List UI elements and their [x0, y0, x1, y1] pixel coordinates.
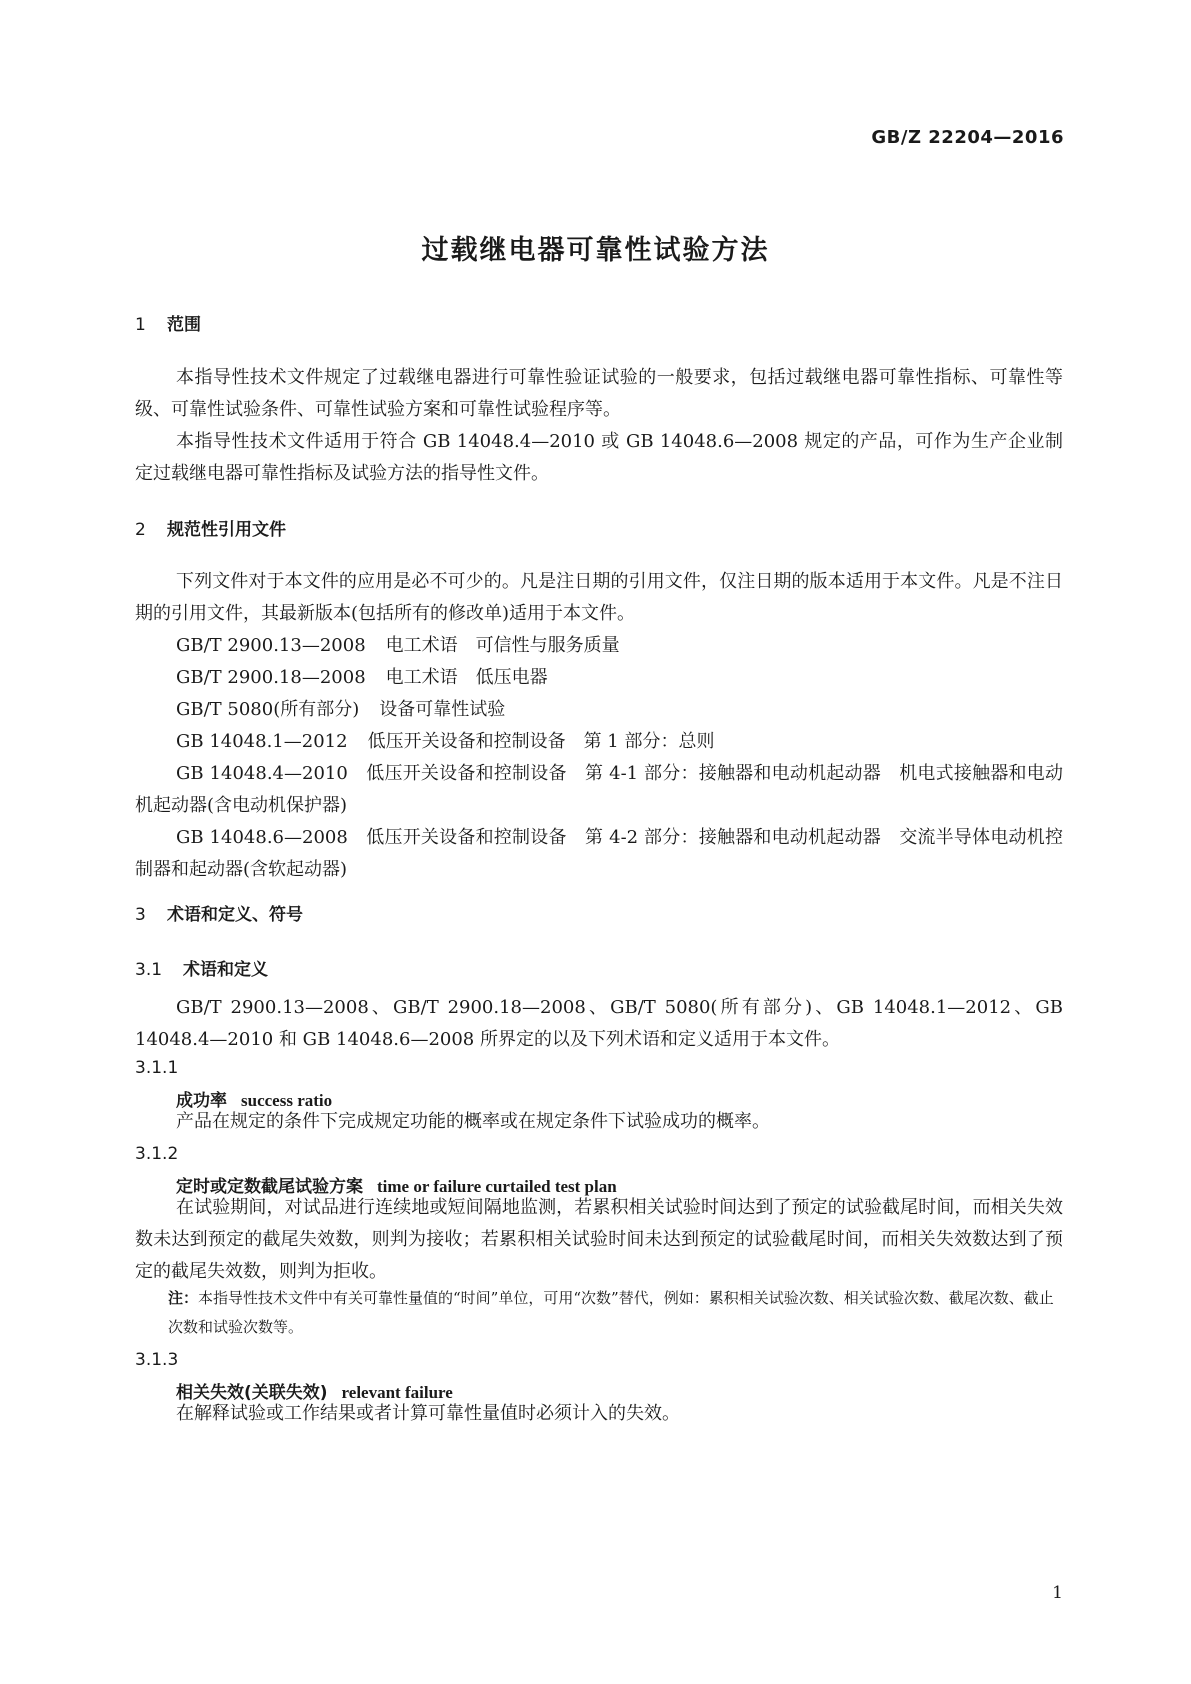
- section-1-paragraph-1: 本指导性技术文件规定了过载继电器进行可靠性验证试验的一般要求，包括过载继电器可靠性指标、可靠性等级、可靠性试验条件、可靠性试验方案和可靠性试验程序等。: [135, 367, 1063, 420]
- reference-item: [176, 726, 714, 758]
- reference-item-long: GB 14048.4—2010 低压开关设备和控制设备 第 4-1 部分：接触器和电动机起动器 机电式接触器和电动机起动器(含电动机保护器): [135, 763, 1063, 816]
- term-english: relevant failure: [341, 1383, 453, 1402]
- term-chinese: 定时或定数截尾试验方案: [176, 1177, 363, 1197]
- page-number: 1: [1052, 1583, 1063, 1603]
- section-title: 范围: [167, 315, 201, 335]
- term-number: 3.1.2: [135, 1144, 179, 1164]
- reference-title: 电工术语 可信性与服务质量: [385, 635, 620, 656]
- section-title: 规范性引用文件: [167, 520, 286, 540]
- reference-code: GB/T 2900.18—2008: [176, 667, 366, 688]
- term-note: [168, 1284, 1063, 1342]
- reference-item-long: GB 14048.6—2008 低压开关设备和控制设备 第 4-2 部分：接触器和电动机起动器 交流半导体电动机控制器和起动器(含软起动器): [135, 827, 1063, 880]
- term-english: time or failure curtailed test plan: [377, 1177, 617, 1196]
- term-definition: 产品在规定的条件下完成规定功能的概率或在规定条件下试验成功的概率。: [176, 1111, 770, 1132]
- reference-title: 低压开关设备和控制设备 第 1 部分：总则: [367, 731, 715, 752]
- reference-code: GB/T 2900.13—2008: [176, 635, 366, 656]
- reference-item: [176, 662, 548, 694]
- reference-code: GB/T 5080(所有部分): [176, 699, 360, 720]
- section-number: 2: [135, 520, 146, 540]
- section-title: 术语和定义、符号: [167, 905, 303, 925]
- reference-title: 电工术语 低压电器: [385, 667, 548, 688]
- term-definition: 在解释试验或工作结果或者计算可靠性量值时必须计入的失效。: [176, 1403, 680, 1424]
- note-label: 注：: [168, 1289, 199, 1307]
- term-number: 3.1.3: [135, 1350, 179, 1370]
- section-1-paragraph-2: 本指导性技术文件适用于符合 GB 14048.4—2010 或 GB 14048.6—2008 规定的产品，可作为生产企业制定过载继电器可靠性指标及试验方法的指导性文件。: [135, 431, 1063, 484]
- document-title: 过载继电器可靠性试验方法: [421, 235, 770, 266]
- section-3-heading: [135, 900, 303, 925]
- subsection-number: 3.1: [135, 960, 163, 980]
- subsection-title: 术语和定义: [183, 960, 268, 980]
- subsection-3-1-intro: GB/T 2900.13—2008、GB/T 2900.18—2008、GB/T 5080(所有部分)、GB 14048.1—2012、GB 14048.4—2010 和 GB 14048.6—2008 所界定的以及下列术语和定义适用于本文件。: [135, 997, 1063, 1050]
- reference-item: [176, 694, 505, 726]
- section-number: 1: [135, 315, 146, 335]
- section-number: 3: [135, 905, 146, 925]
- reference-item: [176, 630, 620, 662]
- note-text: 本指导性技术文件中有关可靠性量值的“时间”单位，可用“次数”替代，例如：累积相关试验次数、相关试验次数、截尾次数、截止次数和试验次数等。: [168, 1289, 1054, 1336]
- term-number: 3.1.1: [135, 1058, 179, 1078]
- section-1-heading: [135, 310, 201, 335]
- standard-code: GB/Z 22204—2016: [871, 127, 1064, 148]
- section-2-intro: 下列文件对于本文件的应用是必不可少的。凡是注日期的引用文件，仅注日期的版本适用于本文件。凡是不注日期的引用文件，其最新版本(包括所有的修改单)适用于本文件。: [135, 571, 1063, 624]
- term-chinese: 相关失效(关联失效): [176, 1383, 328, 1403]
- subsection-3-1-heading: [135, 955, 268, 980]
- term-english: success ratio: [241, 1091, 333, 1110]
- term-chinese: 成功率: [176, 1091, 227, 1111]
- section-2-heading: [135, 515, 286, 540]
- term-definition: 在试验期间，对试品进行连续地或短间隔地监测，若累积相关试验时间达到了预定的试验截尾时间，而相关失效数未达到预定的截尾失效数，则判为接收；若累积相关试验时间未达到预定的试验截尾时间，而相关失效数达到了预定的截尾失效数，则判为拒收。: [135, 1197, 1063, 1282]
- reference-title: 设备可靠性试验: [379, 699, 506, 720]
- reference-code: GB 14048.1—2012: [176, 731, 348, 752]
